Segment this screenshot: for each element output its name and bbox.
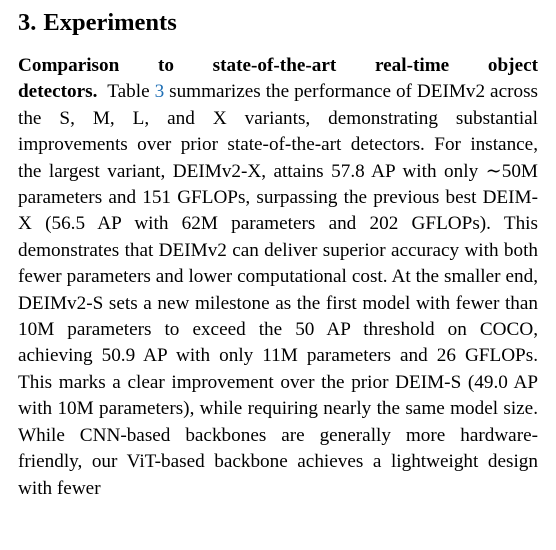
paragraph-text-before-ref: Table — [107, 81, 155, 103]
section-title: Experiments — [43, 9, 177, 36]
paper-page — [18, 6, 538, 502]
table-reference-link[interactable]: 3 — [154, 81, 165, 103]
body-paragraph — [18, 53, 538, 502]
paragraph-text-after-ref: summarizes the performance of DEIMv2 across the S, M, L, and X variants, demonstrating substantial improvements over prior state-of-the-art detectors. For instance, the largest variant, DEIMv2-X, attains 57.8 AP with only ∼50M parameters and 151 GFLOPs, surpassing the previous best DEIM-X (56.5 AP with 62M parameters and 202 GFLOPs). This demonstrates that DEIMv2 can deliver superior accuracy with both fewer parameters and lower computational cost. At the smaller end, DEIMv2-S sets a new milestone as the first model with fewer than 10M parameters to exceed the 50 AP threshold on COCO, achieving 50.9 AP with only 11M parameters and 26 GFLOPs. This marks a clear improvement over the prior DEIM-S (49.0 AP with 10M parameters), while requiring nearly the same model size. While CNN-based backbones are generally more hardware-friendly, our ViT-based backbone achieves a lightweight design with fewer — [18, 81, 538, 499]
section-heading — [18, 6, 538, 40]
paragraph-run-in-heading: Comparison to state-of-the-art real-time object detectors. — [18, 55, 538, 103]
section-number: 3. — [18, 9, 37, 36]
